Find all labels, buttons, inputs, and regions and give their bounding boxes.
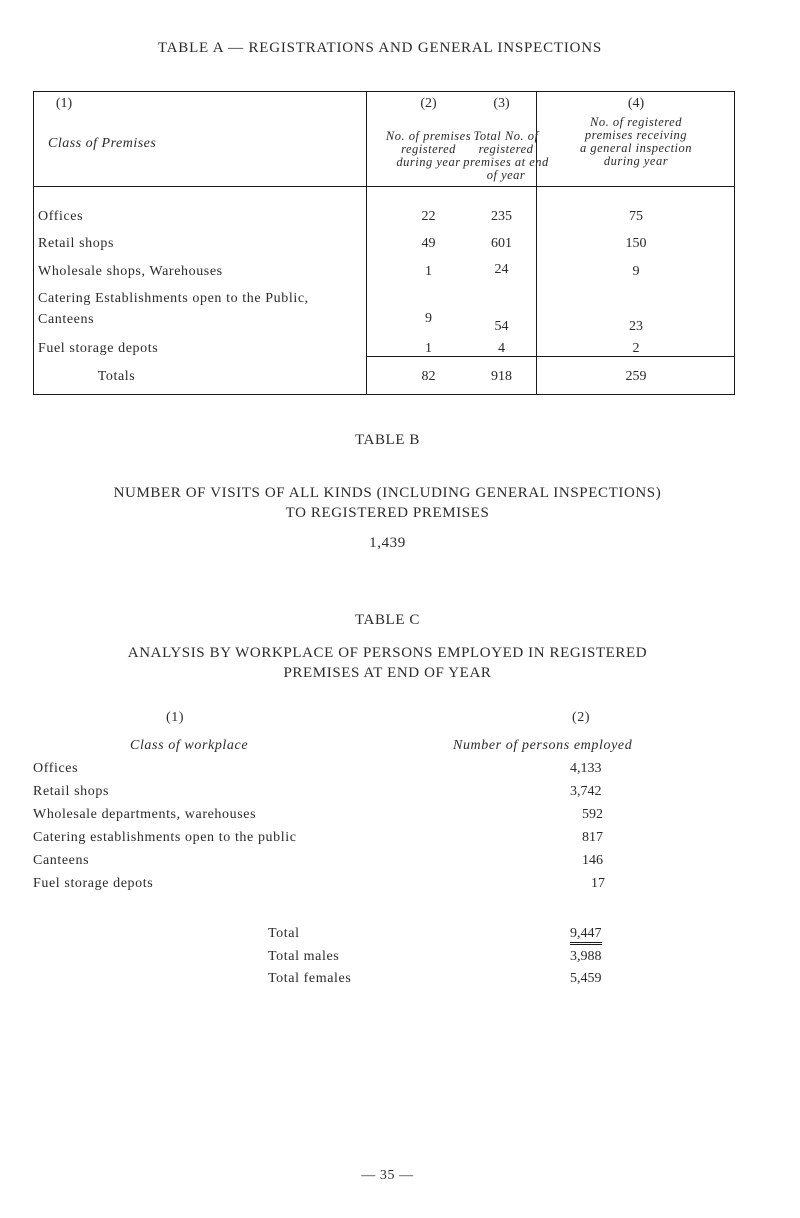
header-divider (34, 186, 734, 187)
totals-col3: 918 (491, 369, 512, 384)
row-retail-label: Retail shops (38, 236, 115, 251)
row-offices-col2: 22 (421, 209, 436, 224)
table-c-total-label: Total (268, 926, 300, 941)
totals-label: Totals (97, 369, 136, 384)
row-retail-col2: 49 (421, 236, 436, 251)
page-title: TABLE A — REGISTRATIONS AND GENERAL INSPECTIONS (157, 40, 603, 56)
table-c-row-label: Retail shops (33, 784, 110, 799)
table-c-col2-header: Number of persons employed (453, 738, 633, 753)
table-c-females-value: 5,459 (570, 971, 602, 986)
table-c-row-label: Fuel storage depots (33, 876, 154, 891)
table-b-subtitle: NUMBER OF VISITS OF ALL KINDS (INCLUDING GENERAL INSPECTIONS) TO REGISTERED PREMISES (113, 485, 662, 521)
row-retail-col4: 150 (625, 236, 647, 251)
table-c-row-label: Catering establishments open to the public (33, 830, 297, 845)
col4-number: (4) (627, 96, 645, 111)
table-c-row-value: 3,742 (570, 784, 602, 799)
row-fuel-col3: 4 (498, 341, 505, 356)
col2-number: (2) (420, 96, 437, 111)
row-offices-label: Offices (38, 209, 84, 224)
table-c-col2-number: (2) (572, 710, 591, 725)
col2-header: No. of premises registered during year (385, 129, 472, 169)
row-catering-col3: 54 (494, 319, 509, 334)
row-wholesale-label: Wholesale shops, Warehouses (38, 264, 223, 279)
col1-header: Class of Premises (48, 136, 157, 151)
row-catering-label: Canteens (38, 312, 95, 327)
table-c-males-label: Total males (268, 949, 340, 964)
row-fuel-col2: 1 (425, 341, 432, 356)
row-wholesale-col3: 24 (494, 262, 509, 277)
table-c-total-value: 9,447 (570, 926, 602, 945)
row-catering-label-line1: Catering Establishments open to the Public, (38, 291, 309, 306)
table-c-row-value: 592 (582, 807, 603, 822)
totals-col2: 82 (421, 369, 436, 384)
table-c-title: TABLE C (354, 612, 421, 628)
totals-col4: 259 (625, 369, 647, 384)
table-c-row-value: 4,133 (570, 761, 602, 776)
table-b-title: TABLE B (354, 432, 421, 448)
table-c-row-value: 146 (582, 853, 603, 868)
row-catering-col4: 23 (629, 319, 643, 334)
page-number: — 35 — (361, 1168, 414, 1183)
row-fuel-col4: 2 (632, 341, 640, 356)
table-c-col1-header: Class of workplace (130, 738, 249, 753)
table-a (33, 91, 735, 395)
table-c-females-label: Total females (268, 971, 352, 986)
table-c-subtitle: ANALYSIS BY WORKPLACE OF PERSONS EMPLOYED IN REGISTERED PREMISES AT END OF YEAR (127, 645, 648, 681)
row-offices-col3: 235 (491, 209, 512, 224)
row-fuel-label: Fuel storage depots (38, 341, 159, 356)
table-b-value: 1,439 (369, 535, 406, 551)
col3-header: Total No. of registered premises at end of year (463, 129, 549, 182)
col4-header: No. of registered premises receiving a general inspection during year (579, 115, 693, 168)
row-wholesale-col4: 9 (632, 264, 640, 279)
table-c-row-value: 817 (582, 830, 603, 845)
col3-number: (3) (493, 96, 510, 111)
table-c-row-label: Wholesale departments, warehouses (33, 807, 257, 822)
table-c-row-label: Canteens (33, 853, 90, 868)
col1-number: (1) (55, 96, 73, 111)
row-wholesale-col2: 1 (425, 264, 432, 279)
table-c-row-value: 17 (591, 876, 605, 891)
row-catering-col2: 9 (425, 311, 432, 326)
row-offices-col4: 75 (629, 209, 643, 224)
table-c-row-label: Offices (33, 761, 79, 776)
row-retail-col3: 601 (491, 236, 512, 251)
table-c-males-value: 3,988 (570, 949, 602, 964)
table-c-col1-number: (1) (166, 710, 185, 725)
